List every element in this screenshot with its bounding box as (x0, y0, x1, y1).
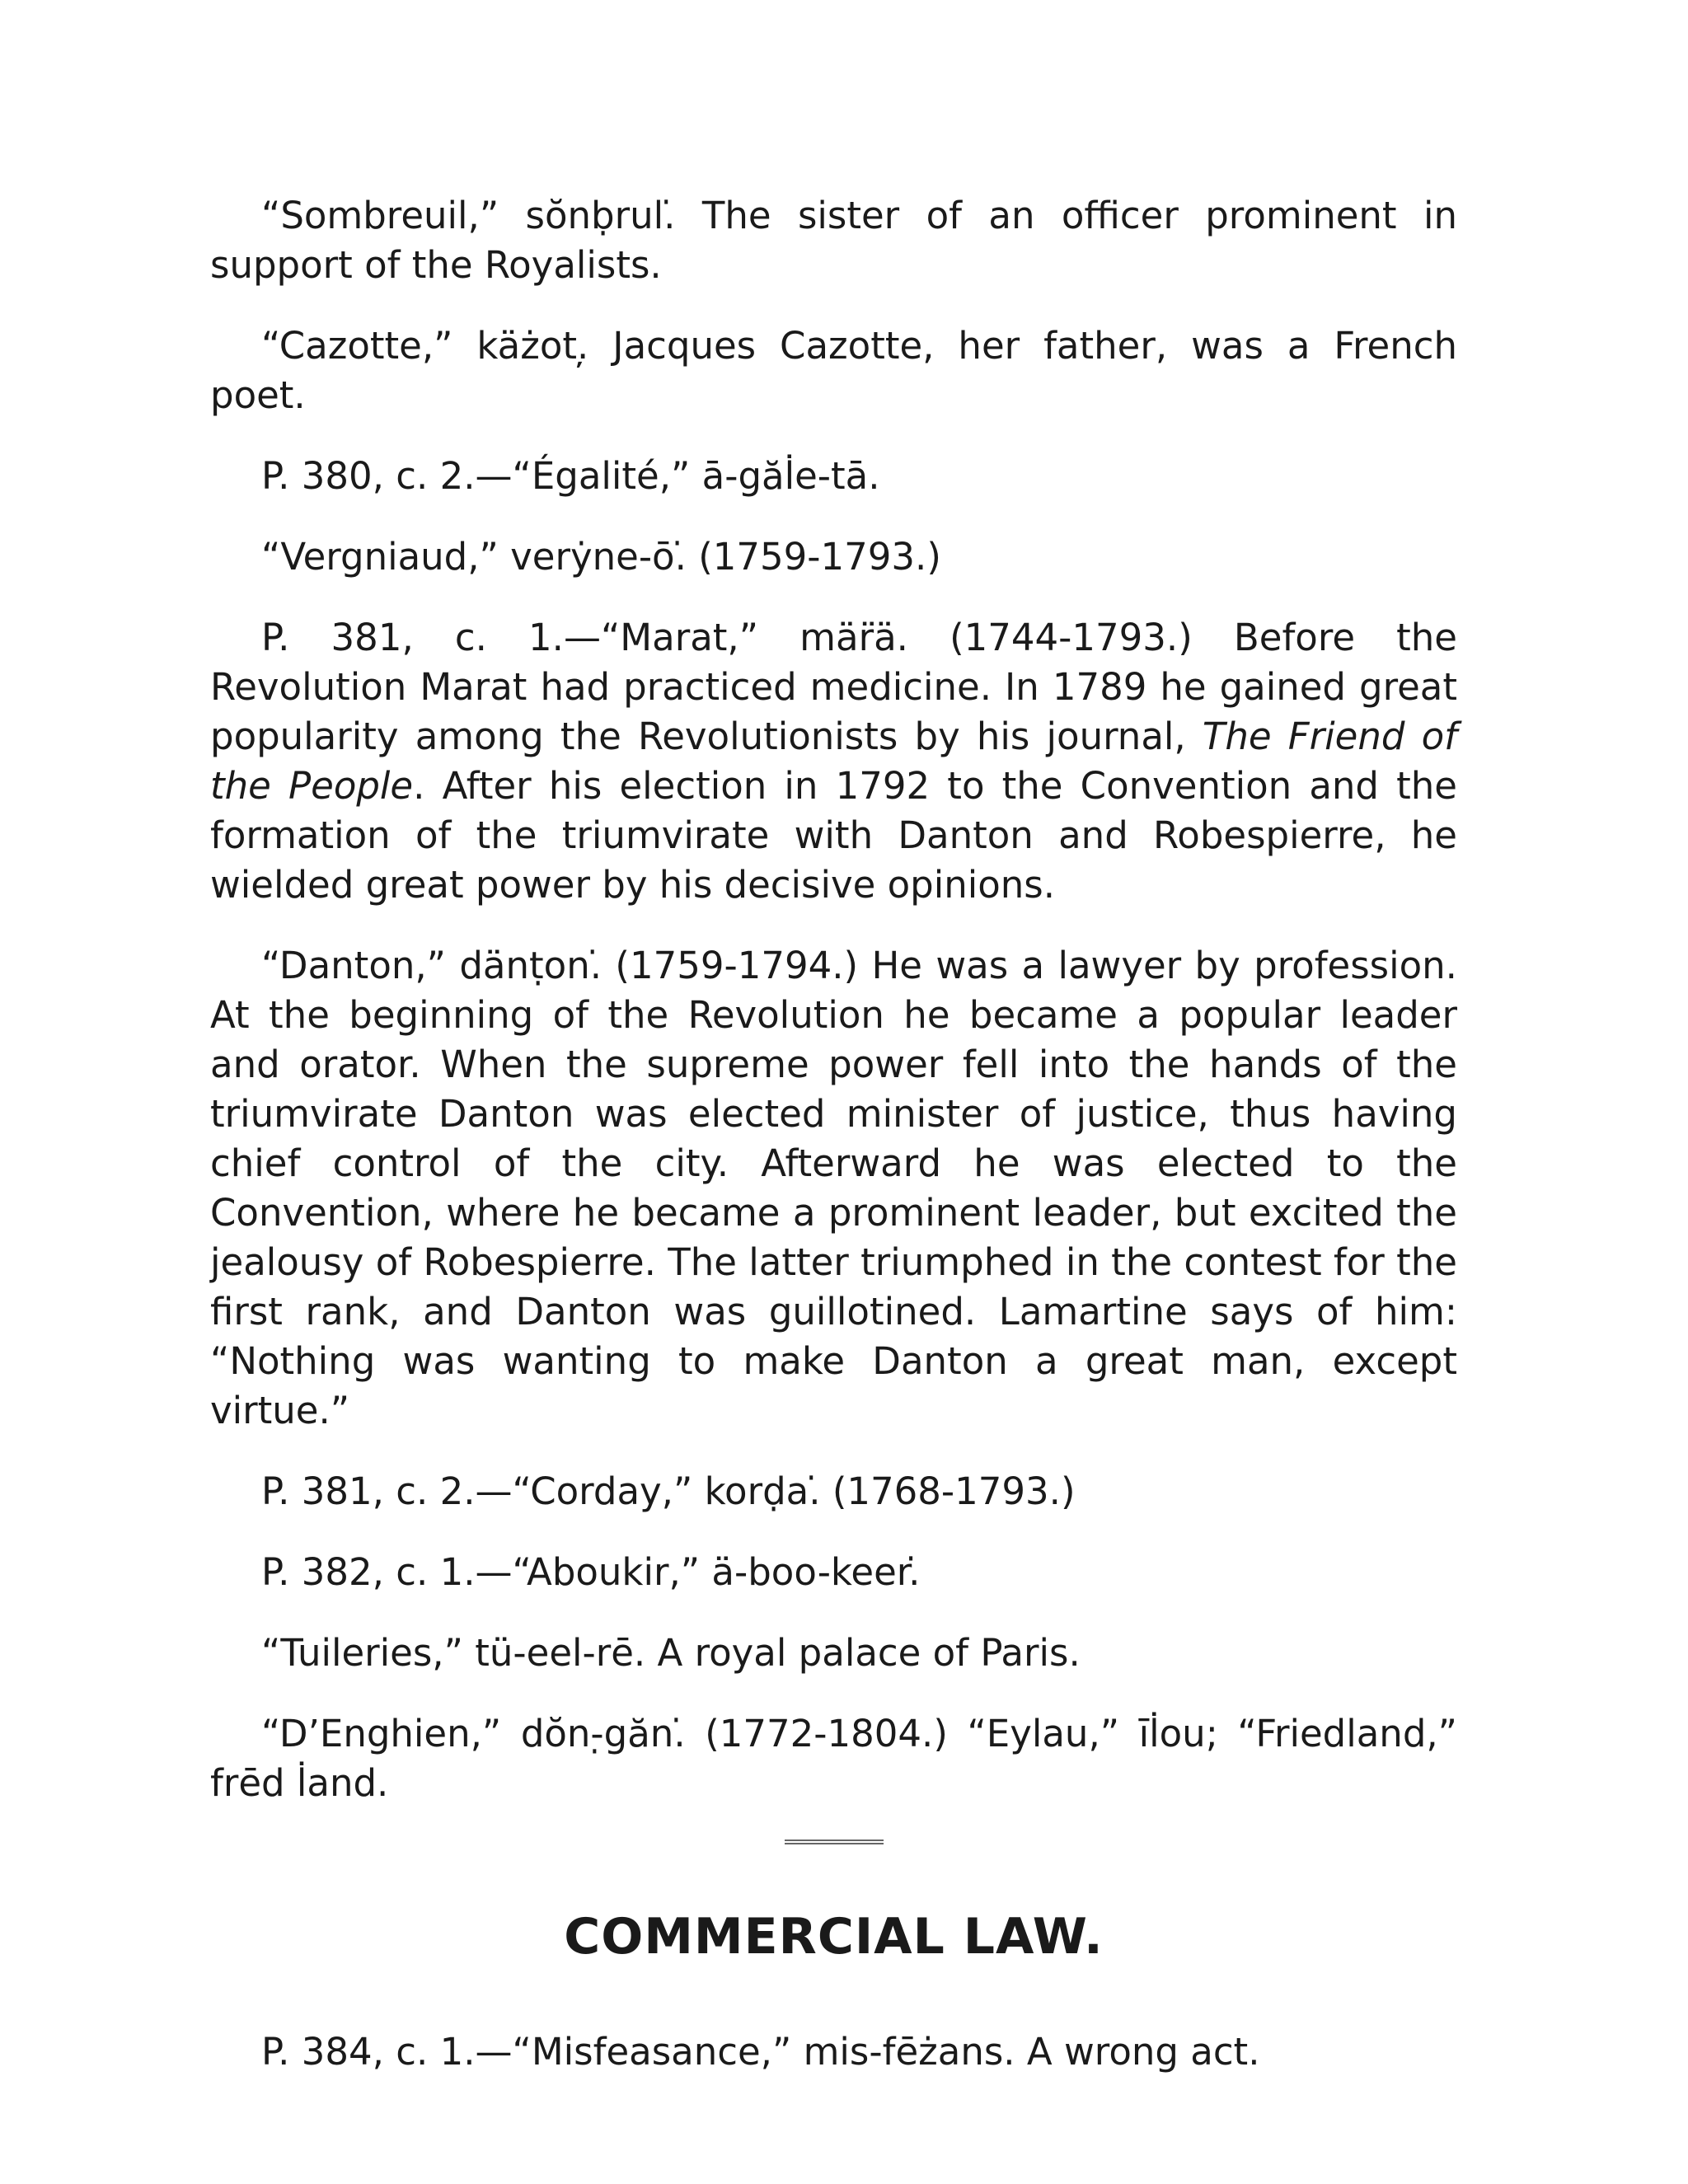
note-misfeasance: P. 384, c. 1.—“Misfeasance,” mis-fēżans. A wrong act. (261, 2030, 1260, 2074)
double-rule (785, 1840, 884, 1844)
journal-title: The Friend of the People (210, 715, 1457, 808)
note-denghien: “D’Enghien,” dŏn-̣găn.̇ (1772-1804.) “Eylau,” īl̇ou; “Friedland,” frēd l̇and. (210, 1712, 1457, 1805)
note-marat-text-end: . After his election in 1792 to the Convention and the formation of the triumvirate with Danton and Robespierre, he wielded great power by his decisive opinions. (210, 764, 1457, 907)
section-title: COMMERCIAL LAW. (564, 1908, 1104, 1966)
commercial-law-notes (210, 2027, 1457, 2077)
section-divider (210, 1840, 1457, 1864)
note-danton: “Danton,” dänṭon.̇ (1759-1794.) He was a lawyer by profession. At the beginning of the Revolution he became a popular leader and orator. When the supreme power fell into the hands of the triumvirate Danton was elected minister of justice, thus having chief control of the city. Afterward he was elected to the Convention, where he became a prominent leader, but excited the jealousy of Robespierre. The latter triumphed in the contest for the first rank, and Danton was guillotined. Lamartine says of him: “Nothing was wanting to make Danton a great man, except virtue.” (210, 944, 1457, 1432)
note-aboukir: P. 382, c. 1.—“Aboukir,” ä-boo-keer.̇ (261, 1550, 921, 1594)
note-sombreuil: “Sombreuil,” sŏnḅrul.̇ The sister of an officer prominent in support of the Royalists. (210, 194, 1457, 287)
note-marat-text-start: P. 381, c. 1.—“Marat,” mär̈ä. (1744-1793.) Before the Revolution Marat had practiced medicine. In 1789 he gained great popularity among the Revolutionists by his journal, (210, 616, 1457, 758)
note-tuileries: “Tuileries,” tü-eel-rē. A royal palace of Paris. (261, 1631, 1081, 1675)
note-vergniaud: “Vergniaud,” verẏne-ō.̇ (1759-1793.) (261, 535, 941, 579)
note-egalite: P. 380, c. 2.—“Égalité,” ā-găl̇e-tā. (261, 454, 880, 498)
pronunciation-notes (210, 191, 1457, 1808)
note-marat (210, 613, 1457, 910)
note-corday: P. 381, c. 2.—“Corday,” korḍa.̇ (1768-1793.) (261, 1469, 1076, 1513)
note-cazotte: “Cazotte,” käżot.̦ Jacques Cazotte, her father, was a French poet. (210, 324, 1457, 417)
